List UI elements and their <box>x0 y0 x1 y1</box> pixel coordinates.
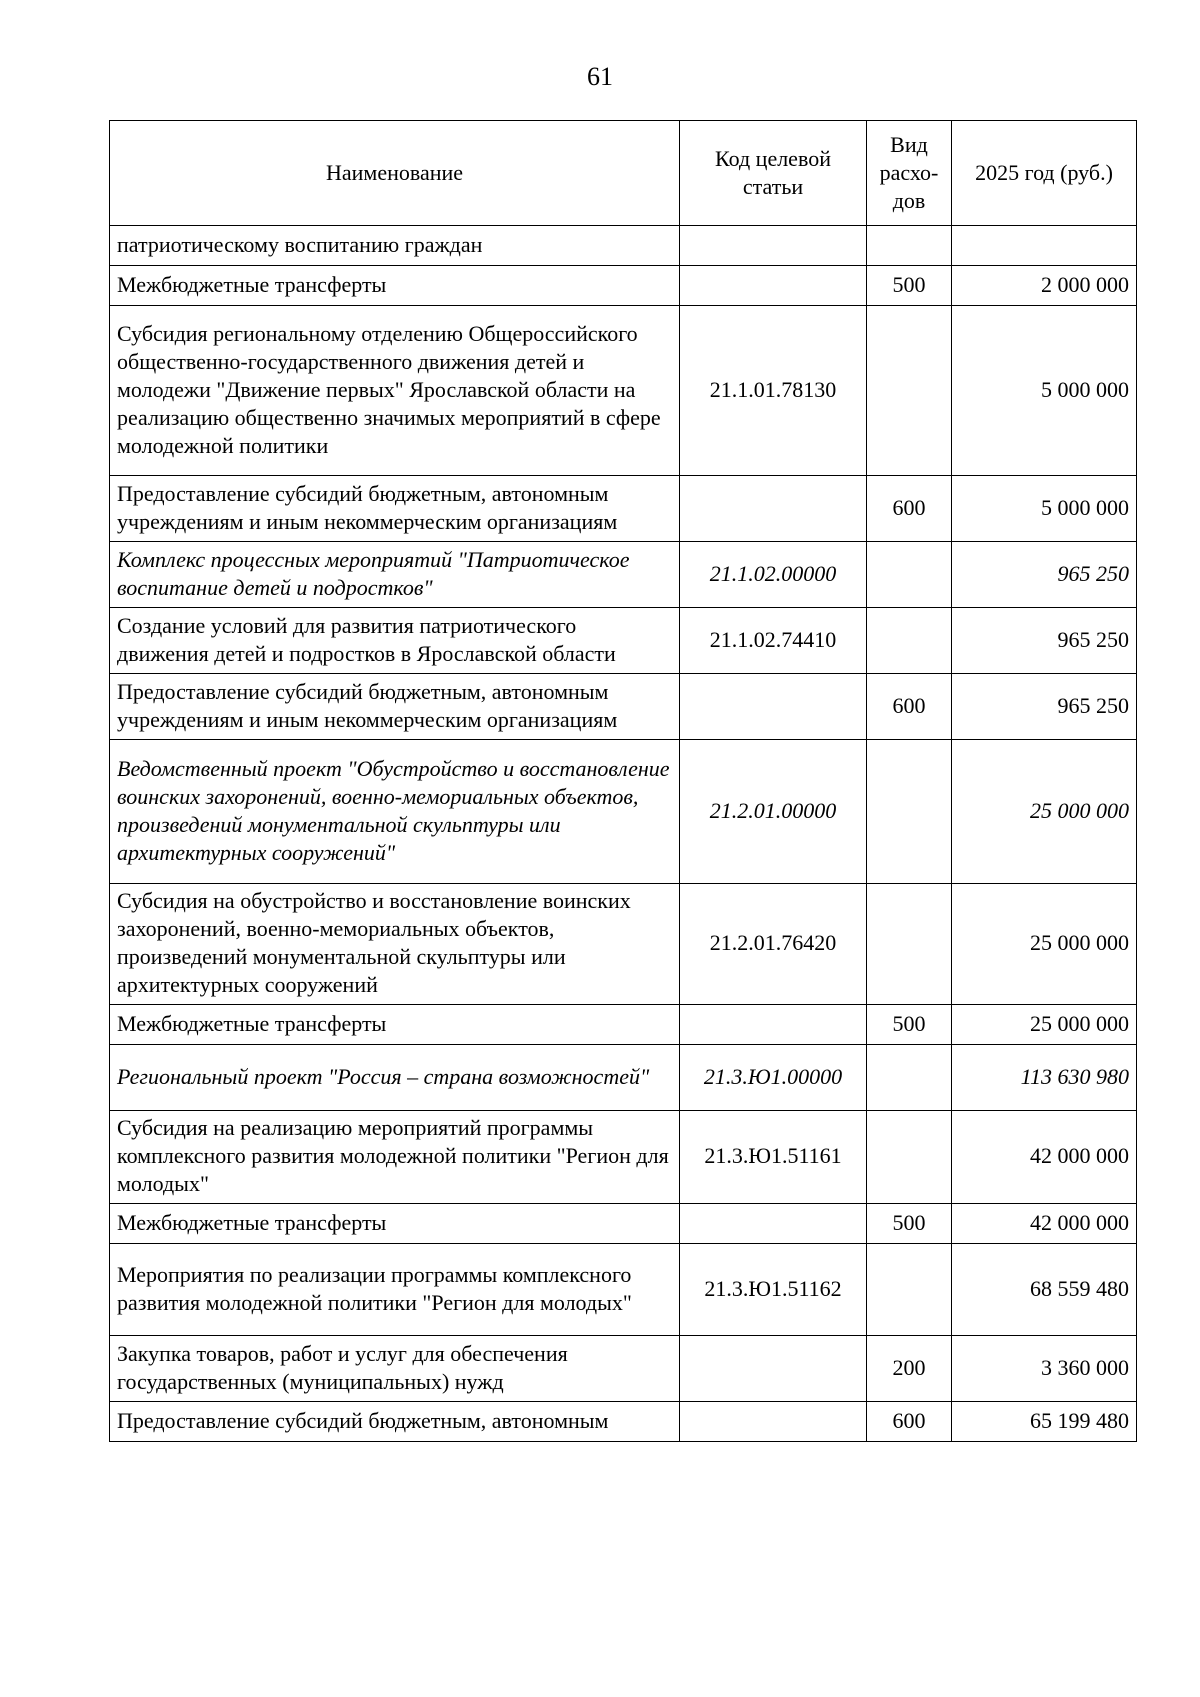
row-sum-cell: 3 360 000 <box>952 1336 1137 1402</box>
row-sum-cell: 965 250 <box>952 608 1137 674</box>
row-name-cell: Межбюджетные трансферты <box>110 1005 680 1045</box>
row-code-cell: 21.3.Ю1.51161 <box>680 1111 867 1204</box>
row-kind-cell: 500 <box>867 1204 952 1244</box>
table-row <box>110 1045 1137 1111</box>
row-kind-cell: 500 <box>867 266 952 306</box>
row-sum-cell: 5 000 000 <box>952 476 1137 542</box>
row-sum-cell: 2 000 000 <box>952 266 1137 306</box>
header-name: Наименование <box>110 121 680 226</box>
table-row <box>110 1244 1137 1336</box>
row-name-cell: Межбюджетные трансферты <box>110 266 680 306</box>
table-row <box>110 1204 1137 1244</box>
table-row <box>110 608 1137 674</box>
row-kind-cell <box>867 1045 952 1111</box>
table-row <box>110 884 1137 1005</box>
header-sum: 2025 год (руб.) <box>952 121 1137 226</box>
table-row <box>110 674 1137 740</box>
row-code-cell <box>680 226 867 266</box>
row-name-cell: Субсидия региональному отделению Общероссийского общественно-государственного движения детей и молодежи "Движение первых" Ярославской области на реализацию общественно значимых мероприятий в сфере молодежной политики <box>110 306 680 476</box>
row-code-cell: 21.2.01.00000 <box>680 740 867 884</box>
table-row <box>110 266 1137 306</box>
row-code-cell: 21.1.02.74410 <box>680 608 867 674</box>
row-name-cell: патриотическому воспитанию граждан <box>110 226 680 266</box>
row-kind-cell <box>867 884 952 1005</box>
row-kind-cell: 600 <box>867 476 952 542</box>
row-name-cell: Мероприятия по реализации программы комплексного развития молодежной политики "Регион для молодых" <box>110 1244 680 1336</box>
row-code-cell: 21.1.01.78130 <box>680 306 867 476</box>
row-code-cell <box>680 674 867 740</box>
row-kind-cell <box>867 306 952 476</box>
row-kind-cell <box>867 740 952 884</box>
header-code: Код целевой статьи <box>680 121 867 226</box>
row-name-cell: Межбюджетные трансферты <box>110 1204 680 1244</box>
row-sum-cell: 965 250 <box>952 542 1137 608</box>
row-name-cell: Субсидия на реализацию мероприятий программы комплексного развития молодежной политики "Регион для молодых" <box>110 1111 680 1204</box>
table-header-row <box>110 121 1137 226</box>
row-sum-cell: 42 000 000 <box>952 1111 1137 1204</box>
row-code-cell <box>680 1336 867 1402</box>
table-row <box>110 476 1137 542</box>
row-kind-cell <box>867 226 952 266</box>
table-row <box>110 542 1137 608</box>
row-sum-cell: 113 630 980 <box>952 1045 1137 1111</box>
row-name-cell: Предоставление субсидий бюджетным, автономным <box>110 1402 680 1442</box>
row-sum-cell: 25 000 000 <box>952 884 1137 1005</box>
table-row <box>110 1336 1137 1402</box>
row-name-cell: Предоставление субсидий бюджетным, автономным учреждениям и иным некоммерческим организациям <box>110 476 680 542</box>
row-name-cell: Субсидия на обустройство и восстановление воинских захоронений, военно-мемориальных объектов, произведений монументальной скульптуры или архитектурных сооружений <box>110 884 680 1005</box>
header-kind: Вид расхо-дов <box>867 121 952 226</box>
row-name-cell: Закупка товаров, работ и услуг для обеспечения государственных (муниципальных) нужд <box>110 1336 680 1402</box>
row-sum-cell: 68 559 480 <box>952 1244 1137 1336</box>
row-code-cell <box>680 1005 867 1045</box>
row-sum-cell: 65 199 480 <box>952 1402 1137 1442</box>
page-number: 61 <box>587 62 613 91</box>
row-kind-cell <box>867 1244 952 1336</box>
row-name-cell: Создание условий для развития патриотического движения детей и подростков в Ярославской области <box>110 608 680 674</box>
row-kind-cell: 600 <box>867 674 952 740</box>
row-sum-cell: 42 000 000 <box>952 1204 1137 1244</box>
budget-table <box>109 120 1137 1442</box>
table-row <box>110 1005 1137 1045</box>
row-kind-cell <box>867 1111 952 1204</box>
row-sum-cell: 965 250 <box>952 674 1137 740</box>
row-name-cell: Предоставление субсидий бюджетным, автономным учреждениям и иным некоммерческим организациям <box>110 674 680 740</box>
row-code-cell <box>680 1402 867 1442</box>
row-code-cell: 21.3.Ю1.00000 <box>680 1045 867 1111</box>
table-body <box>110 226 1137 1442</box>
row-name-cell: Региональный проект "Россия – страна возможностей" <box>110 1045 680 1111</box>
row-name-cell: Ведомственный проект "Обустройство и восстановление воинских захоронений, военно-мемориальных объектов, произведений монументальной скульптуры или архитектурных сооружений" <box>110 740 680 884</box>
row-name-cell: Комплекс процессных мероприятий "Патриотическое воспитание детей и подростков" <box>110 542 680 608</box>
row-kind-cell: 500 <box>867 1005 952 1045</box>
row-kind-cell: 600 <box>867 1402 952 1442</box>
table-row <box>110 1111 1137 1204</box>
row-code-cell <box>680 266 867 306</box>
row-code-cell: 21.1.02.00000 <box>680 542 867 608</box>
table-row <box>110 1402 1137 1442</box>
table-row <box>110 740 1137 884</box>
row-sum-cell: 25 000 000 <box>952 740 1137 884</box>
row-code-cell: 21.3.Ю1.51162 <box>680 1244 867 1336</box>
row-sum-cell: 25 000 000 <box>952 1005 1137 1045</box>
row-kind-cell <box>867 542 952 608</box>
row-code-cell <box>680 1204 867 1244</box>
table-row <box>110 226 1137 266</box>
row-sum-cell <box>952 226 1137 266</box>
row-code-cell <box>680 476 867 542</box>
table-row <box>110 306 1137 476</box>
row-kind-cell: 200 <box>867 1336 952 1402</box>
row-code-cell: 21.2.01.76420 <box>680 884 867 1005</box>
row-sum-cell: 5 000 000 <box>952 306 1137 476</box>
row-kind-cell <box>867 608 952 674</box>
